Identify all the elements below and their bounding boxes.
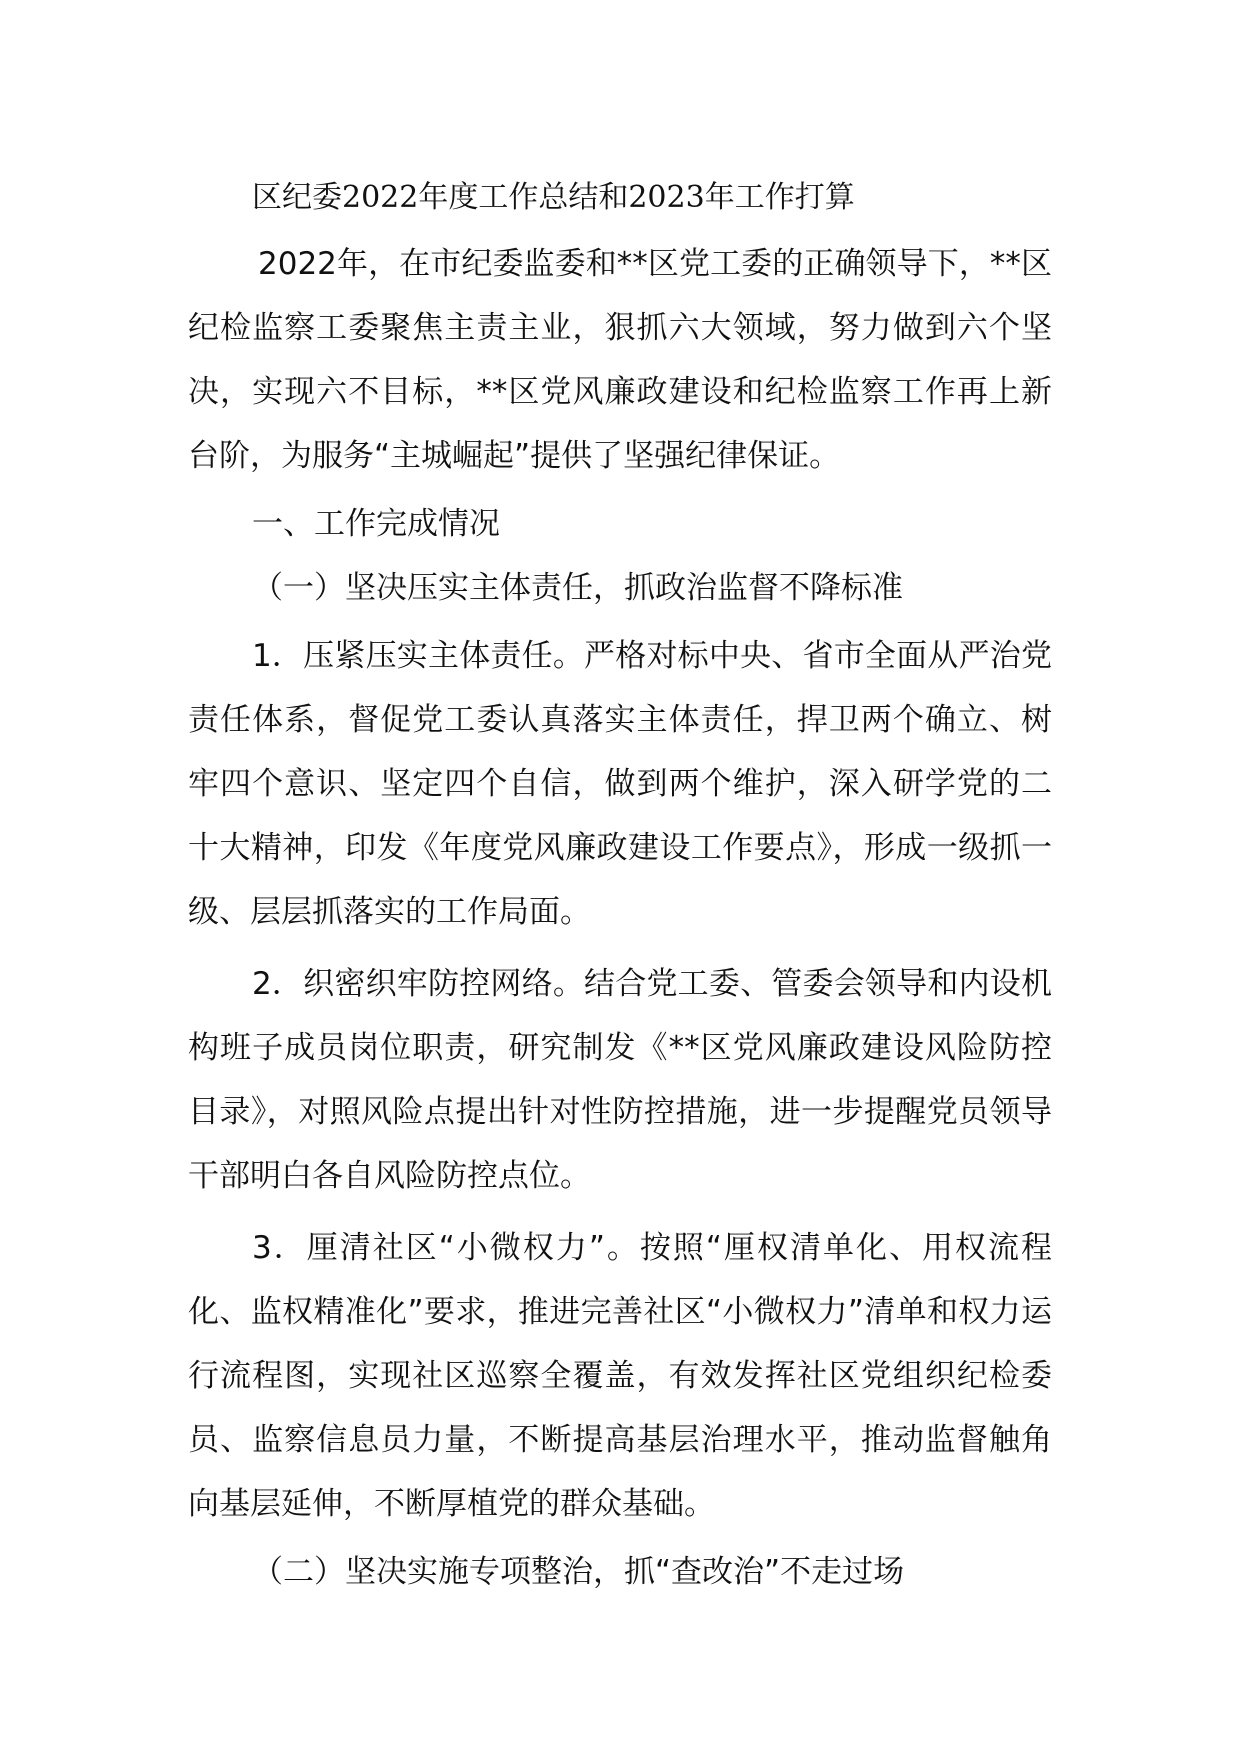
intro-paragraph: 2022年，在市纪委监委和**区党工委的正确领导下，**区纪检监察工委聚焦主责主业，狠抓六大领域，努力做到六个坚决，实现六不目标，**区党风廉政建设和纪检监察工作再上新台阶，为服务“主城崛起”提供了坚强纪律保证。 <box>188 246 1052 474</box>
subsection-heading: （二）坚决实施专项整治，抓“查改治”不走过场 <box>252 1554 905 1590</box>
body-paragraph: 1．压紧压实主体责任。严格对标中央、省市全面从严治党责任体系，督促党工委认真落实主体责任，捍卫两个确立、树牢四个意识、坚定四个自信，做到两个维护，深入研学党的二十大精神，印发《年度党风廉政建设工作要点》，形成一级抓一级、层层抓落实的工作局面。 <box>188 638 1052 930</box>
section-heading: 一、工作完成情况 <box>252 506 500 542</box>
document-body <box>188 170 1052 1608</box>
body-paragraph: 3．厘清社区“小微权力”。按照“厘权清单化、用权流程化、监权精准化”要求，推进完善社区“小微权力”清单和权力运行流程图，实现社区巡察全覆盖，有效发挥社区党组织纪检委员、监察信息员力量，不断提高基层治理水平，推动监督触角向基层延伸，不断厚植党的群众基础。 <box>188 1230 1052 1522</box>
document-title: 区纪委2022年度工作总结和2023年工作打算 <box>252 180 855 215</box>
body-paragraph: 2．织密织牢防控网络。结合党工委、管委会领导和内设机构班子成员岗位职责，研究制发《**区党风廉政建设风险防控目录》，对照风险点提出针对性防控措施，进一步提醒党员领导干部明白各自风险防控点位。 <box>188 966 1052 1194</box>
subsection-heading: （一）坚决压实主体责任，抓政治监督不降标准 <box>252 570 903 606</box>
